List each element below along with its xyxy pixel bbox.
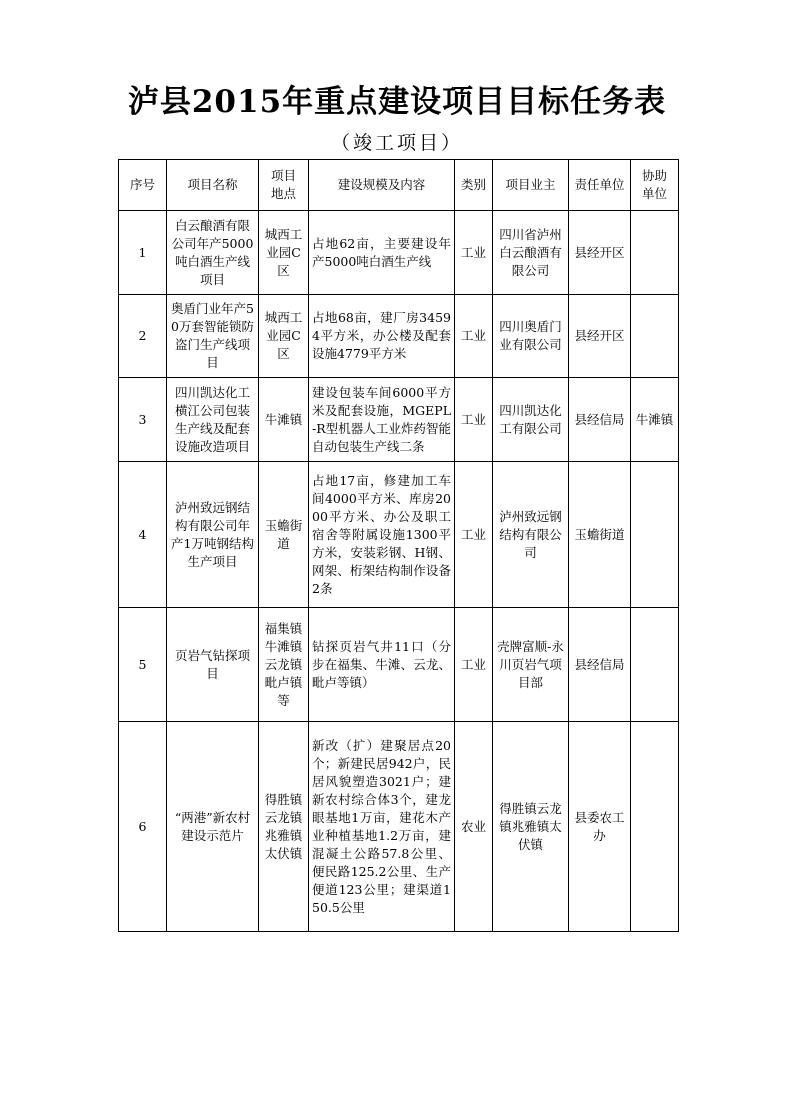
header-no: 序号 <box>119 160 167 211</box>
header-project-name: 项目名称 <box>167 160 259 211</box>
cell-assist <box>631 722 679 932</box>
cell-scale: 占地62亩，主要建设年产5000吨白酒生产线 <box>309 211 455 295</box>
cell-assist <box>631 295 679 378</box>
header-category: 类别 <box>455 160 493 211</box>
cell-project-name: 页岩气钻探项目 <box>167 608 259 722</box>
cell-scale: 新改（扩）建聚居点20个；新建民居942户，民居风貌塑造3021户；建新农村综合体3个，建龙眼基地1万亩，建花木产业种植基地1.2万亩，建混凝土公路57.8公里、便民路125.2公里、生产便道123公里；建渠道150.5公里 <box>309 722 455 932</box>
cell-project-name: 四川凯达化工横江公司包装生产线及配套设施改造项目 <box>167 378 259 462</box>
cell-assist <box>631 211 679 295</box>
project-task-table <box>118 159 679 932</box>
cell-responsible: 县委农工办 <box>569 722 631 932</box>
cell-owner: 得胜镇云龙镇兆雅镇太伏镇 <box>493 722 569 932</box>
header-owner: 项目业主 <box>493 160 569 211</box>
cell-owner: 四川省泸州白云酿酒有限公司 <box>493 211 569 295</box>
cell-assist: 牛滩镇 <box>631 378 679 462</box>
page-title: 泸县2015年重点建设项目目标任务表 <box>127 84 667 120</box>
cell-location: 城西工业园C区 <box>259 211 309 295</box>
cell-owner: 壳牌富顺-永川页岩气项目部 <box>493 608 569 722</box>
cell-owner: 泸州致远钢结构有限公司 <box>493 462 569 608</box>
cell-location: 牛滩镇 <box>259 378 309 462</box>
cell-scale: 建设包装车间6000平方米及配套设施，MGEPL-R型机器人工业炸药智能自动包装生产线二条 <box>309 378 455 462</box>
page-subtitle: （竣工项目） <box>330 132 463 154</box>
cell-assist <box>631 608 679 722</box>
cell-category: 工业 <box>455 295 493 378</box>
cell-owner: 四川凯达化工有限公司 <box>493 378 569 462</box>
cell-project-name: “两港”新农村建设示范片 <box>167 722 259 932</box>
cell-category: 工业 <box>455 378 493 462</box>
cell-responsible: 玉蟾街道 <box>569 462 631 608</box>
cell-location: 得胜镇云龙镇兆雅镇太伏镇 <box>259 722 309 932</box>
cell-location: 玉蟾街道 <box>259 462 309 608</box>
cell-no: 6 <box>119 722 167 932</box>
cell-no: 4 <box>119 462 167 608</box>
cell-category: 农业 <box>455 722 493 932</box>
header-location: 项目地点 <box>259 160 309 211</box>
cell-location: 福集镇牛滩镇云龙镇毗卢镇等 <box>259 608 309 722</box>
cell-scale: 占地68亩，建厂房34594平方米，办公楼及配套设施4779平方米 <box>309 295 455 378</box>
cell-no: 5 <box>119 608 167 722</box>
cell-owner: 四川奥盾门业有限公司 <box>493 295 569 378</box>
table-row <box>119 295 679 378</box>
cell-location: 城西工业园C区 <box>259 295 309 378</box>
cell-responsible: 县经信局 <box>569 378 631 462</box>
cell-scale: 占地17亩，修建加工车间4000平方米、库房2000平方米、办公及职工宿舍等附属设施1300平方米，安装彩钢、H钢、网架、桁架结构制作设备2条 <box>309 462 455 608</box>
table-row <box>119 462 679 608</box>
cell-project-name: 白云酿酒有限公司年产5000吨白酒生产线项目 <box>167 211 259 295</box>
table-row <box>119 722 679 932</box>
cell-category: 工业 <box>455 608 493 722</box>
cell-category: 工业 <box>455 211 493 295</box>
table-row <box>119 608 679 722</box>
cell-no: 1 <box>119 211 167 295</box>
cell-project-name: 奥盾门业年产50万套智能锁防盗门生产线项目 <box>167 295 259 378</box>
header-assist: 协助单位 <box>631 160 679 211</box>
cell-category: 工业 <box>455 462 493 608</box>
table-row <box>119 378 679 462</box>
header-scale: 建设规模及内容 <box>309 160 455 211</box>
header-responsible: 责任单位 <box>569 160 631 211</box>
cell-project-name: 泸州致远钢结构有限公司年产1万吨钢结构生产项目 <box>167 462 259 608</box>
cell-responsible: 县经开区 <box>569 211 631 295</box>
table-header-row <box>119 160 679 211</box>
cell-responsible: 县经信局 <box>569 608 631 722</box>
cell-no: 2 <box>119 295 167 378</box>
cell-responsible: 县经开区 <box>569 295 631 378</box>
cell-assist <box>631 462 679 608</box>
cell-scale: 钻探页岩气井11口（分步在福集、牛滩、云龙、毗卢等镇） <box>309 608 455 722</box>
table-row <box>119 211 679 295</box>
cell-no: 3 <box>119 378 167 462</box>
